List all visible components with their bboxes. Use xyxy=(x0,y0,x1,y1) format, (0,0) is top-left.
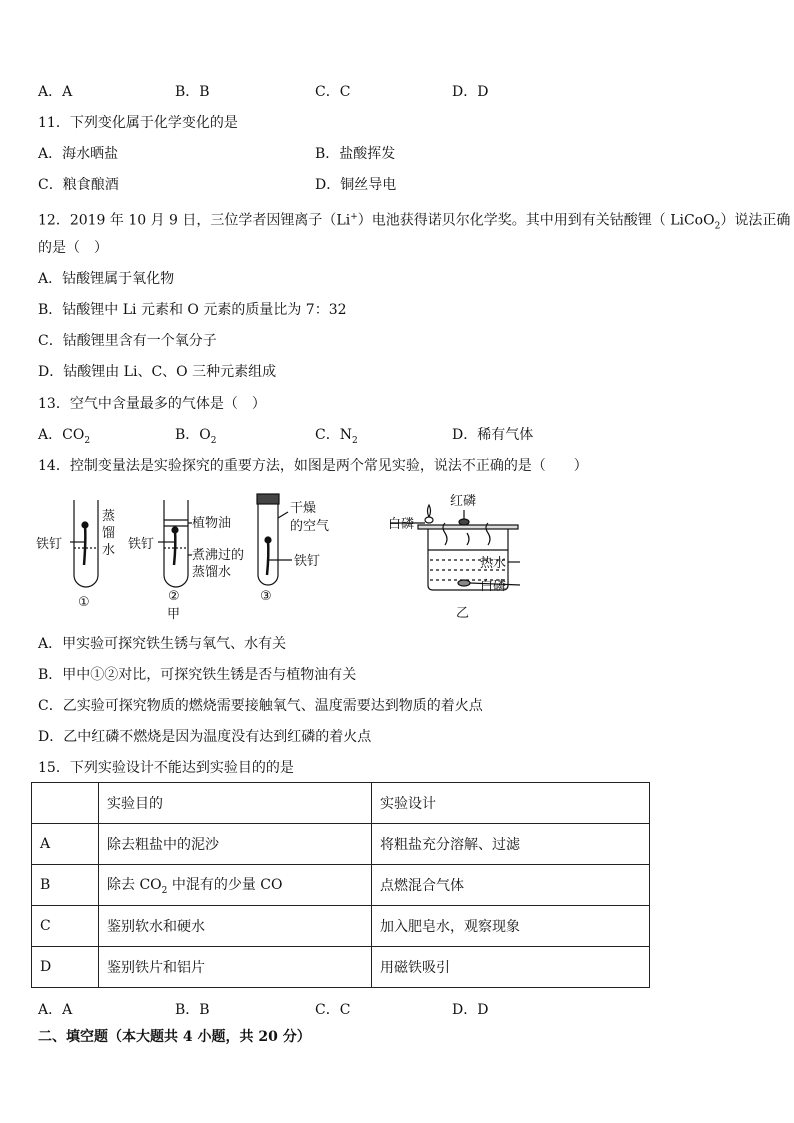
q14-stem: 14．控制变量法是实验探究的重要方法，如图是两个常见实验，说法不正确的是（ ） xyxy=(38,458,588,474)
tube1-water-1: 蒸 xyxy=(102,509,116,524)
hot-water-label: 热水 xyxy=(480,556,507,571)
tube1-water-3: 水 xyxy=(102,543,116,558)
tube1-number: ① xyxy=(78,595,90,610)
q15-option-b: B．B xyxy=(175,1002,210,1018)
q15-stem: 15．下列实验设计不能达到实验目的的是 xyxy=(38,760,294,776)
header-cell-goal: 实验目的 xyxy=(99,783,372,824)
q12-stem-line2: 的是（ ） xyxy=(38,240,108,256)
q11-stem: 11．下列变化属于化学变化的是 xyxy=(38,115,238,131)
q11-option-c: C．粮食酿酒 xyxy=(38,177,119,193)
row-goal: 鉴别铁片和铝片 xyxy=(99,947,372,988)
tube-3 xyxy=(257,494,292,585)
q11-option-a: A．海水晒盐 xyxy=(38,146,119,162)
tube3-number: ③ xyxy=(260,589,272,604)
q13-stem: 13．空气中含量最多的气体是（ ） xyxy=(38,396,266,412)
tube2-boiled-1: 煮沸过的 xyxy=(192,548,245,563)
row-goal: 除去粗盐中的泥沙 xyxy=(99,824,372,865)
q14-option-c: C．乙实验可探究物质的燃烧需要接触氧气、温度需要达到物质的着火点 xyxy=(38,698,483,714)
top-option-b: B．B xyxy=(175,84,210,100)
q13-option-d: D．稀有气体 xyxy=(452,427,534,443)
row-key: D xyxy=(32,947,99,988)
tube2-boiled-2: 蒸馏水 xyxy=(192,565,232,580)
q13-option-c: C．$N_2$ xyxy=(315,427,358,446)
top-option-c: C．C xyxy=(315,84,351,100)
table-row xyxy=(32,824,650,865)
q15-option-d: D．D xyxy=(452,1002,489,1018)
row-key: C xyxy=(32,906,99,947)
tube2-number: ② xyxy=(168,589,180,604)
q13-option-b: B．$O_2$ xyxy=(175,427,217,446)
table-row xyxy=(32,865,650,906)
tube2-oil-label: 植物油 xyxy=(192,516,232,531)
q14-option-a: A．甲实验可探究铁生锈与氧气、水有关 xyxy=(38,636,287,652)
row-design: 用磁铁吸引 xyxy=(372,947,650,988)
q13-option-a: A．$CO_2$ xyxy=(38,427,91,446)
q14-figure xyxy=(30,490,530,625)
header-cell-empty xyxy=(32,783,99,824)
q14-option-d: D．乙中红磷不燃烧是因为温度没有达到红磷的着火点 xyxy=(38,729,372,745)
group-b-label: 乙 xyxy=(456,606,470,621)
tube2-nail-label: 铁钉 xyxy=(128,537,155,552)
q14-option-b: B．甲中①②对比，可探究铁生锈是否与植物油有关 xyxy=(38,667,357,683)
header-cell-design: 实验设计 xyxy=(372,783,650,824)
row-key: B xyxy=(32,865,99,906)
q12-option-b: B．钴酸锂中 Li 元素和 O 元素的质量比为 7：32 xyxy=(38,302,347,318)
row-key: A xyxy=(32,824,99,865)
table-row xyxy=(32,906,650,947)
tube3-nail-label: 铁钉 xyxy=(294,554,321,569)
row-design: 将粗盐充分溶解、过滤 xyxy=(372,824,650,865)
q11-option-b: B．盐酸挥发 xyxy=(315,146,396,162)
row-design: 加入肥皂水，观察现象 xyxy=(372,906,650,947)
row-goal: 除去 $CO_2$ 中混有的少量 CO xyxy=(99,865,372,906)
q11-option-d: D．铜丝导电 xyxy=(315,177,397,193)
white-p-bottom-label: 白磷 xyxy=(480,579,507,594)
section-2-heading: 二、填空题（本大题共 4 小题，共 20 分） xyxy=(38,1029,311,1045)
top-option-d: D．D xyxy=(452,84,489,100)
q12-option-c: C．钴酸锂里含有一个氧分子 xyxy=(38,333,217,349)
row-design: 点燃混合气体 xyxy=(372,865,650,906)
q15-option-c: C．C xyxy=(315,1002,351,1018)
tube3-dry-2: 的空气 xyxy=(290,519,330,534)
white-p-top-label: 白磷 xyxy=(388,517,415,532)
red-p-label: 红磷 xyxy=(450,494,477,509)
q12-stem: 12．2019 年 10 月 9 日，三位学者因锂离子（Li+）电池获得诺贝尔化学奖。其中用到有关钴酸锂（ LiCoO$_2$）说法正确 xyxy=(38,212,791,232)
table-row xyxy=(32,947,650,988)
q15-option-a: A．A xyxy=(38,1002,73,1018)
q15-table xyxy=(31,782,650,988)
row-goal: 鉴别软水和硬水 xyxy=(99,906,372,947)
tube3-dry-1: 干燥 xyxy=(290,501,317,516)
tube1-water-2: 馏 xyxy=(102,526,116,541)
tube-2 xyxy=(158,500,192,587)
top-option-a: A．A xyxy=(38,84,73,100)
group-a-label: 甲 xyxy=(167,607,181,622)
table-header-row xyxy=(32,783,650,824)
tube1-nail-label: 铁钉 xyxy=(36,537,63,552)
tube-1 xyxy=(70,500,98,587)
q12-option-d: D．钴酸锂由 Li、C、O 三种元素组成 xyxy=(38,364,277,380)
q12-option-a: A．钴酸锂属于氧化物 xyxy=(38,271,175,287)
